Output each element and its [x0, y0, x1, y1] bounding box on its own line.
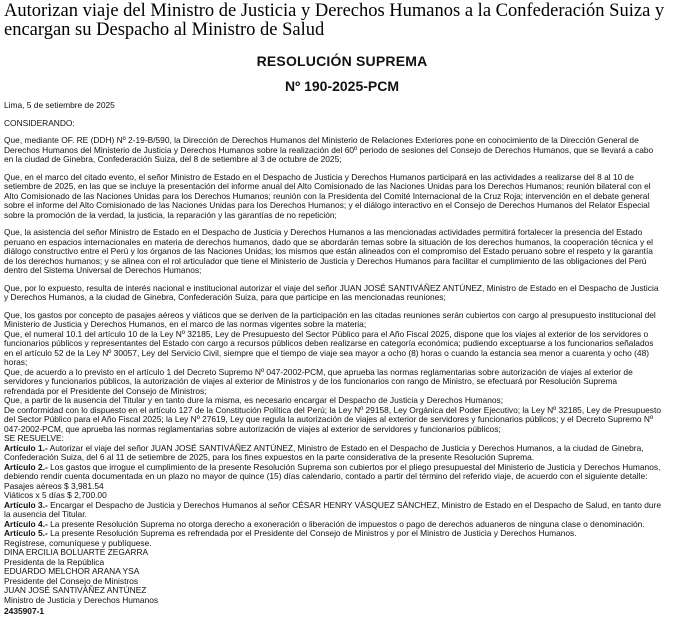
text-line: horas; [4, 357, 28, 367]
text-line: Que, a partir de la ausencia del Titular y en tanto dure la misma, es necesario encargar el Despacho de Justicia y Derechos Humanos; [4, 395, 504, 405]
text-line: de los derechos humanos; y se alinea con el rol articulador que tiene el Ministerio de Justicia y Derechos Humanos para facilitar el cumplimiento de las obligaciones del Perú [4, 255, 647, 266]
article-1-text: Autorizar el viaje del señor JUAN JOSÉ SANTIVÁÑEZ ANTÚNEZ, Ministro de Estado en el Despacho de Justicia y Derechos Humanos, a la ciudad de Ginebra, [47, 442, 644, 453]
considerando-heading: CONSIDERANDO: [4, 117, 75, 128]
text-line: y Derechos Humanos, a la ciudad de Ginebra, Confederación Suiza, para que participe en las mencionadas reuniones; [4, 292, 446, 302]
paragraph-1 [4, 136, 684, 165]
text-line: servidores y funcionarios públicos, la autorización de viajes al exterior de Ministros y de los funcionarios con rango de Ministro, se efectuará por Resolución Suprema [4, 376, 618, 386]
article-4-text: La presente Resolución Suprema no otorga derecho a exoneración o liberación de impuestos o pago de derechos aduaneros de ninguna clase o denominación. [47, 518, 645, 529]
resolution-body [4, 101, 684, 605]
paragraph-5 [4, 311, 684, 397]
text-line: Que, los gastos por concepto de pasajes aéreos y viáticos que se deriven de la participación en las citadas reuniones serán cubiertos con cargo al presupuesto institucional del [4, 309, 656, 320]
paragraph-3 [4, 228, 684, 276]
expense-airfare: Pasajes aéreos $ 3,981.54 [4, 480, 104, 491]
headline-line-1: Autorizan viaje del Ministro de Justicia y Derechos Humanos a la Confederación Suiza y [4, 1, 665, 21]
place-date: Lima, 5 de setiembre de 2025 [4, 100, 115, 110]
text-line: Que, el numeral 10.1 del artículo 10 de la Ley Nº 32185, Ley de Presupuesto del Sector Público para el Año Fiscal 2025, dispone que los viajes al exterior de los servidores o [4, 328, 649, 339]
signatory-name: JUAN JOSÉ SANTIVÁÑEZ ANTÚNEZ [4, 585, 147, 595]
signatory-role: Ministro de Justicia y Derechos Humanos [4, 594, 159, 605]
text-line: sobre el informe del Alto Comisionado de las Naciones Unidas para los Derechos Humanos; y el diálogo interactivo en el Consejo de Derechos Humanos del Relator Especial [4, 200, 650, 210]
text-line: en el artículo 52 de la Ley Nº 30057, Ley del Servicio Civil, siempre que el tiempo de viaje sea mayor a ocho (8) horas o cuando la estancia sea menor a cuarenta y ocho (48) [4, 347, 650, 358]
text-line: setiembre de 2025, en las que se incluye la presentación del informe anual del Alto Comisionado de las Naciones Unidas para los Derechos Humanos; reunión bilateral con el [4, 181, 651, 191]
headline-line-2: encargan su Despacho al Ministro de Salud [4, 20, 325, 40]
article-2-text-cont: debiendo rendir cuenta documentada en un plazo no mayor de quince (15) días calendario, contado a partir del término del referido viaje, de acuerdo con el siguiente detalle: [4, 471, 648, 481]
closing-formula: Regístrese, comuníquese y publíquese. [4, 537, 152, 548]
text-line: Ministerio de Justicia y Derechos Humanos, en el marco de las normas vigentes sobre la materia; [4, 319, 367, 329]
article-2-label: Artículo 2.- [4, 461, 48, 472]
text-line: dentro del Sistema Universal de Derechos Humanos; [4, 265, 202, 275]
text-line: sobre la promoción de la verdad, la justicia, la reparación y las garantías de no repetición; [4, 209, 337, 220]
text-line: en la ciudad de Ginebra, Confederación Suiza, del 8 de setiembre al 3 de octubre de 2025; [4, 154, 342, 164]
signatory-role: Presidenta de la República [4, 556, 105, 567]
headline [4, 2, 684, 40]
text-line: Derechos Humanos del Ministerio de Justicia y Derechos Humanos sobre la realización del 60º periodo de sesiones del Consejo de Derechos Humanos, que se llevará a cabo [4, 144, 654, 155]
paragraph-4 [4, 284, 684, 303]
paragraph-2 [4, 173, 684, 221]
closing-block [4, 539, 684, 606]
text-line: Que, de acuerdo a lo previsto en el artículo 1 del Decreto Supremo Nº 047-2002-PCM, que aprueba las normas reglamentarias sobre autorización de viajes al exterior de [4, 366, 633, 377]
se-resuelve: SE RESUELVE: [4, 433, 64, 443]
signatory-name: DINA ERCILIA BOLUARTE ZEGARRA [4, 547, 149, 557]
article-2-text: Los gastos que irrogue el cumplimiento de la presente Resolución Suprema son cubiertos por el pliego presupuestal del Ministerio de Justicia y Derechos Humanos, [47, 461, 661, 472]
paragraph-6 [4, 396, 684, 444]
resolution-number: Nº 190-2025-PCM [284, 78, 400, 94]
article-5-text: La presente Resolución Suprema es refrendada por el Presidente del Consejo de Ministros y por el Ministro de Justicia y Derechos Humanos. [47, 528, 577, 538]
article-5-label: Artículo 5.- [4, 528, 48, 538]
article-1-text-cont: Confederación Suiza, del 6 al 11 de setiembre de 2025, para los fines expuestos en la parte considerativa de la presente Resolución Suprema. [4, 452, 535, 462]
article-3-label: Artículo 3.- [4, 499, 48, 510]
text-line: De conformidad con lo dispuesto en el artículo 127 de la Constitución Política del Perú; la Ley Nº 29158, Ley Orgánica del Poder Ejecutivo; la Ley Nº 32185, Ley de Presupuesto [4, 404, 661, 415]
text-line: peruano en espacios internacionales en materia de derechos humanos, dado que se abordarán temas sobre la situación de los derechos humanos, la cooperación técnica y el [4, 236, 654, 247]
expense-per-diem: Viáticos x 5 días $ 2,700.00 [4, 490, 107, 500]
text-line: Que, por lo expuesto, resulta de interés nacional e institucional autorizar el viaje del señor JUAN JOSÉ SANTIVÁÑEZ ANTÚNEZ, Ministro de Estado en el Despacho de Justicia [4, 282, 659, 293]
text-line: Que, en el marco del citado evento, el señor Ministro de Estado en el Despacho de Justicia y Derechos Humanos participará en las actividades a realizarse del 8 al 10 de [4, 171, 634, 182]
article-4-label: Artículo 4.- [4, 518, 48, 529]
resolution-title: RESOLUCIÓN SUPREMA [256, 53, 428, 69]
text-line: Alto Comisionado de las Naciones Unidas para los Derechos Humanos; reunión con la Presidenta del Comité Internacional de la Cruz Roja; intervención en el debate general [4, 190, 650, 201]
signatory-name: EDUARDO MELCHOR ARANA YSA [4, 566, 140, 576]
articles [4, 444, 684, 539]
text-line: Que, la asistencia del señor Ministro de Estado en el Despacho de Justicia y Derechos Humanos a las mencionadas actividades permitirá fortalecer la presencia del Estado [4, 227, 643, 237]
text-line: del Sector Público para el Año Fiscal 2025; la Ley Nº 27619, Ley que regula la autorización de viajes al exterior de servidores y funcionarios públicos; y el Decreto Supremo Nº [4, 414, 654, 424]
article-1-label: Artículo 1.- [4, 442, 48, 453]
text-line: refrendada por el Presidente del Consejo de Ministros; [4, 385, 207, 396]
article-3-text: Encargar el Despacho de Justicia y Derechos Humanos al señor CÉSAR HENRY VÁSQUEZ SÁNCHEZ, Ministro de Estado en el Despacho de Salud, en tanto dure [47, 499, 661, 510]
article-3-text-cont: la ausencia del Titular. [4, 509, 87, 519]
article-3 [4, 501, 684, 511]
document-code: 2435907-1 [4, 606, 45, 616]
text-line: funcionarios públicos y representantes del Estado con cargo a recursos públicos deben realizarse en categoría económica; pudiendo exceptuarse a los funcionarios señalados [4, 338, 654, 348]
text-line: Que, mediante OF. RE (DDH) Nº 2-19-B/590, la Dirección de Derechos Humanos del Ministerio de Relaciones Exteriores pone en conocimiento de la Dirección General de [4, 135, 639, 145]
text-line: 047-2002-PCM, que aprueba las normas reglamentarias sobre autorización de viajes al exterior de servidores y funcionarios públicos; [4, 423, 501, 434]
signatory-role: Presidente del Consejo de Ministros [4, 575, 139, 586]
text-line: diálogo constructivo entre el Perú y los órganos de las Naciones Unidas; los mismos que están alineados con el compromiso del Estado peruano sobre el respeto y la garantía [4, 246, 653, 256]
